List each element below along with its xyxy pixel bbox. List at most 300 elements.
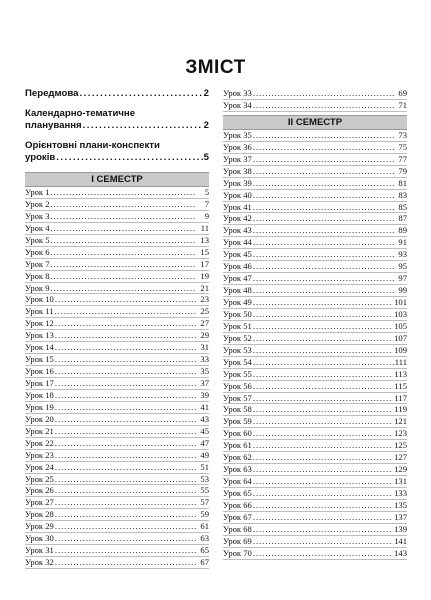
lesson-label: Урок 26 xyxy=(25,485,54,496)
lesson-list-semester-1 xyxy=(25,187,209,569)
dot-leader xyxy=(253,237,394,249)
lesson-page: 135 xyxy=(394,499,407,510)
lesson-label: Урок 42 xyxy=(223,213,252,224)
lesson-label: Урок 40 xyxy=(223,189,252,200)
dot-leader xyxy=(253,476,393,488)
lesson-label: Урок 58 xyxy=(223,404,252,415)
lesson-row xyxy=(25,330,209,342)
lesson-page: 71 xyxy=(398,99,407,110)
lesson-page: 7 xyxy=(204,198,209,209)
lesson-row xyxy=(223,488,407,500)
lesson-page: 69 xyxy=(398,88,407,98)
lesson-label: Урок 10 xyxy=(25,294,54,305)
dot-leader xyxy=(55,497,196,509)
lesson-label: Урок 33 xyxy=(223,88,252,98)
dot-leader xyxy=(55,294,196,306)
dot-leader xyxy=(253,285,394,297)
dot-leader xyxy=(55,390,196,402)
lesson-row xyxy=(223,261,407,273)
dot-leader xyxy=(51,235,196,247)
lesson-row xyxy=(223,237,407,249)
lesson-label: Урок 35 xyxy=(223,129,252,140)
lesson-label: Урок 50 xyxy=(223,308,252,319)
dot-leader xyxy=(253,178,394,190)
lesson-page: 123 xyxy=(394,428,407,439)
lesson-page: 115 xyxy=(394,380,407,391)
dot-leader xyxy=(253,273,394,285)
lesson-row xyxy=(223,381,407,393)
toc-section-lesson-plans xyxy=(25,140,209,164)
lesson-page: 143 xyxy=(394,547,407,558)
dot-leader xyxy=(253,213,394,225)
lesson-row xyxy=(223,321,407,333)
lesson-row xyxy=(223,428,407,440)
lesson-page: 5 xyxy=(204,187,209,197)
dot-leader xyxy=(253,309,393,321)
lesson-label: Урок 5 xyxy=(25,234,50,245)
dot-leader xyxy=(253,190,394,202)
lesson-row xyxy=(25,521,209,533)
lesson-page: 137 xyxy=(394,511,407,522)
lesson-label: Урок 54 xyxy=(223,356,252,367)
dot-leader xyxy=(253,381,394,393)
lesson-label: Урок 44 xyxy=(223,237,252,248)
dot-leader xyxy=(55,485,196,497)
lesson-row xyxy=(223,357,407,369)
dot-leader xyxy=(253,154,394,166)
lesson-page: 29 xyxy=(200,330,209,341)
lesson-page: 77 xyxy=(398,153,407,164)
lesson-label: Урок 59 xyxy=(223,416,252,427)
dot-leader xyxy=(253,512,393,524)
lesson-row xyxy=(25,402,209,414)
lesson-label: Урок 7 xyxy=(25,258,50,269)
lesson-row xyxy=(223,440,407,452)
lesson-page: 89 xyxy=(398,225,407,236)
lesson-label: Урок 41 xyxy=(223,201,252,212)
lesson-label: Урок 8 xyxy=(25,270,50,281)
lesson-label: Урок 22 xyxy=(25,437,54,448)
lesson-label: Урок 6 xyxy=(25,246,50,257)
lesson-page: 49 xyxy=(200,449,209,460)
lesson-row xyxy=(25,354,209,366)
lesson-row xyxy=(223,273,407,285)
dot-leader xyxy=(55,521,196,533)
lesson-row xyxy=(223,297,407,309)
lesson-page: 75 xyxy=(398,141,407,152)
lesson-row xyxy=(223,345,407,357)
lesson-page: 45 xyxy=(200,425,209,436)
lesson-page: 101 xyxy=(394,297,407,307)
lesson-label: Урок 51 xyxy=(223,320,252,331)
lesson-row xyxy=(25,211,209,223)
lesson-label: Урок 29 xyxy=(25,521,54,532)
lesson-row xyxy=(223,213,407,225)
lesson-page: 113 xyxy=(394,368,407,379)
lesson-row xyxy=(25,199,209,211)
semester-header-1: І СЕМЕСТР xyxy=(25,172,209,187)
lesson-row xyxy=(25,187,209,199)
lesson-page: 97 xyxy=(398,273,407,284)
lesson-page: 99 xyxy=(398,285,407,296)
lesson-page: 51 xyxy=(200,461,209,472)
lesson-label: Урок 47 xyxy=(223,273,252,284)
dot-leader xyxy=(51,283,196,295)
lesson-row xyxy=(25,485,209,497)
dot-leader xyxy=(253,333,393,345)
lesson-row xyxy=(223,512,407,524)
dot-leader xyxy=(253,142,394,154)
lesson-list-semester-2 xyxy=(223,130,407,560)
lesson-label: Урок 67 xyxy=(223,511,252,522)
dot-leader xyxy=(55,509,196,521)
lesson-page: 127 xyxy=(394,452,407,463)
lesson-label: Урок 11 xyxy=(25,306,54,317)
page-title: ЗМІСТ xyxy=(185,57,246,78)
dot-leader xyxy=(55,557,196,569)
lesson-row xyxy=(223,142,407,154)
lesson-label: Урок 13 xyxy=(25,330,54,341)
lesson-label: Урок 48 xyxy=(223,285,252,296)
dot-leader xyxy=(51,271,196,283)
dot-leader xyxy=(253,393,394,405)
dot-leader xyxy=(253,261,394,273)
dot-leader xyxy=(55,533,196,545)
toc-section-title: Календарно-тематичне xyxy=(25,108,136,119)
lesson-row xyxy=(25,450,209,462)
lesson-page: 107 xyxy=(394,332,407,343)
lesson-page: 129 xyxy=(394,464,407,475)
lesson-page: 19 xyxy=(200,270,209,281)
lesson-row xyxy=(25,306,209,318)
dot-leader xyxy=(55,342,196,354)
dot-leader xyxy=(55,366,196,378)
lesson-page: 35 xyxy=(200,366,209,377)
lesson-page: 55 xyxy=(200,485,209,496)
lesson-label: Урок 1 xyxy=(25,187,50,197)
lesson-page: 73 xyxy=(398,129,407,140)
dot-leader xyxy=(55,545,196,557)
lesson-row xyxy=(223,202,407,214)
lesson-label: Урок 69 xyxy=(223,535,252,546)
lesson-label: Урок 39 xyxy=(223,177,252,188)
lesson-label: Урок 46 xyxy=(223,261,252,272)
lesson-page: 43 xyxy=(200,413,209,424)
lesson-row xyxy=(25,497,209,509)
lesson-row xyxy=(25,223,209,235)
lesson-label: Урок 57 xyxy=(223,392,252,403)
dot-leader xyxy=(55,318,196,330)
lesson-label: Урок 34 xyxy=(223,99,252,110)
lesson-row xyxy=(223,416,407,428)
lesson-page: 63 xyxy=(200,533,209,544)
toc-column-left xyxy=(25,88,209,569)
lesson-page: 13 xyxy=(200,234,209,245)
dot-leader xyxy=(55,402,196,414)
lesson-row xyxy=(25,545,209,557)
lesson-label: Урок 27 xyxy=(25,497,54,508)
lesson-label: Урок 24 xyxy=(25,461,54,472)
lesson-row xyxy=(25,557,209,569)
dot-leader xyxy=(253,321,393,333)
lesson-label: Урок 68 xyxy=(223,523,252,534)
lesson-page: 133 xyxy=(394,488,407,498)
dot-leader xyxy=(55,438,196,450)
lesson-row xyxy=(223,249,407,261)
lesson-row xyxy=(223,464,407,476)
lesson-row xyxy=(25,414,209,426)
dot-leader xyxy=(51,259,196,271)
lesson-row xyxy=(25,283,209,295)
toc-section-planning xyxy=(25,108,209,132)
lesson-label: Урок 66 xyxy=(223,499,252,510)
dot-leader xyxy=(253,440,393,452)
lesson-row xyxy=(223,154,407,166)
lesson-label: Урок 2 xyxy=(25,198,50,209)
lesson-label: Урок 53 xyxy=(223,344,252,355)
lesson-label: Урок 3 xyxy=(25,210,50,221)
lesson-label: Урок 17 xyxy=(25,378,54,388)
dot-leader xyxy=(253,452,393,464)
lesson-label: Урок 61 xyxy=(223,440,252,451)
lesson-page: 109 xyxy=(394,344,407,355)
dot-leader xyxy=(253,428,393,440)
lesson-row xyxy=(25,318,209,330)
lesson-row xyxy=(25,294,209,306)
lesson-label: Урок 43 xyxy=(223,225,252,236)
dot-leader xyxy=(253,345,393,357)
dot-leader xyxy=(55,414,196,426)
dot-leader xyxy=(253,404,394,416)
toc-section-preface xyxy=(25,88,209,100)
dot-leader xyxy=(51,247,196,259)
lesson-page: 31 xyxy=(200,342,209,353)
lesson-label: Урок 28 xyxy=(25,509,54,520)
lesson-row xyxy=(25,509,209,521)
dot-leader xyxy=(55,354,196,366)
dot-leader xyxy=(253,130,394,142)
lesson-page: 95 xyxy=(398,261,407,272)
lesson-row xyxy=(223,476,407,488)
semester-header-2: ІІ СЕМЕСТР xyxy=(223,115,407,130)
lesson-row xyxy=(25,390,209,402)
lesson-page: 121 xyxy=(394,416,407,427)
lesson-label: Урок 52 xyxy=(223,332,252,343)
lesson-page: 125 xyxy=(394,440,407,451)
lesson-page: 17 xyxy=(200,258,209,269)
lesson-page: 91 xyxy=(398,237,407,248)
toc-section-title: Передмова xyxy=(25,88,79,99)
dot-leader xyxy=(253,100,394,112)
lesson-page: 59 xyxy=(200,509,209,520)
lesson-row xyxy=(25,378,209,390)
lesson-row xyxy=(223,309,407,321)
lesson-label: Урок 60 xyxy=(223,428,252,439)
lesson-page: 105 xyxy=(394,320,407,331)
dot-leader xyxy=(253,202,394,214)
lesson-row xyxy=(223,524,407,536)
lesson-row xyxy=(223,166,407,178)
lesson-page: 141 xyxy=(394,535,407,546)
lesson-label: Урок 70 xyxy=(223,547,252,558)
lesson-row xyxy=(25,533,209,545)
dot-leader xyxy=(55,450,196,462)
lesson-page: 61 xyxy=(200,521,209,532)
toc-section-page: 2 xyxy=(203,88,209,99)
toc-column-right xyxy=(223,88,407,560)
toc-section-page: 5 xyxy=(203,152,209,163)
lesson-row xyxy=(25,342,209,354)
dot-leader xyxy=(253,488,393,500)
lesson-row xyxy=(25,235,209,247)
lesson-page: 93 xyxy=(398,249,407,260)
lesson-label: Урок 31 xyxy=(25,545,54,556)
toc-section-title: планування xyxy=(25,120,82,131)
dot-leader xyxy=(253,297,393,309)
lesson-page: 117 xyxy=(394,392,407,403)
toc-section-page: 2 xyxy=(203,120,209,131)
lesson-label: Урок 37 xyxy=(223,153,252,164)
dot-leader xyxy=(253,536,393,548)
lesson-page: 53 xyxy=(200,473,209,484)
lesson-label: Урок 23 xyxy=(25,449,54,460)
dot-leader xyxy=(253,249,394,261)
lesson-page: 81 xyxy=(398,177,407,188)
lesson-page: 25 xyxy=(200,306,209,317)
lesson-page: 41 xyxy=(200,401,209,412)
lesson-page: 47 xyxy=(200,437,209,448)
toc-section-title: уроків xyxy=(25,152,56,163)
lesson-label: Урок 14 xyxy=(25,342,54,353)
lesson-row xyxy=(223,225,407,237)
lesson-row xyxy=(25,366,209,378)
lesson-label: Урок 32 xyxy=(25,557,54,568)
lesson-row xyxy=(223,333,407,345)
lesson-page: 39 xyxy=(200,389,209,400)
dot-leader xyxy=(83,120,203,132)
lesson-page: 83 xyxy=(398,189,407,200)
lesson-label: Урок 9 xyxy=(25,282,50,293)
dot-leader xyxy=(51,211,196,223)
lesson-page: 139 xyxy=(394,523,407,534)
lesson-row xyxy=(223,452,407,464)
lesson-row xyxy=(25,438,209,450)
toc-section-title: Орієнтовні плани-конспекти xyxy=(25,140,160,151)
lesson-label: Урок 45 xyxy=(223,249,252,260)
dot-leader xyxy=(253,357,394,369)
lesson-row xyxy=(223,130,407,142)
lesson-row xyxy=(223,178,407,190)
lesson-page: 85 xyxy=(398,201,407,212)
lesson-page: 67 xyxy=(200,557,209,568)
lesson-row xyxy=(25,426,209,438)
lesson-row xyxy=(25,462,209,474)
lesson-row xyxy=(223,285,407,297)
dot-leader xyxy=(253,524,393,536)
lesson-list-semester-1-continued xyxy=(223,88,407,112)
dot-leader xyxy=(253,225,394,237)
lesson-label: Урок 63 xyxy=(223,464,252,475)
lesson-label: Урок 36 xyxy=(223,141,252,152)
lesson-label: Урок 30 xyxy=(25,533,54,544)
dot-leader xyxy=(55,474,196,486)
lesson-page: 27 xyxy=(200,318,209,329)
lesson-row xyxy=(25,271,209,283)
dot-leader xyxy=(55,426,196,438)
lesson-row xyxy=(223,548,407,560)
lesson-label: Урок 64 xyxy=(223,476,252,487)
dot-leader xyxy=(253,416,393,428)
dot-leader xyxy=(253,369,394,381)
lesson-label: Урок 4 xyxy=(25,222,50,233)
dot-leader xyxy=(51,223,196,235)
lesson-label: Урок 38 xyxy=(223,165,252,176)
lesson-page: 21 xyxy=(200,282,209,293)
lesson-page: 87 xyxy=(398,213,407,224)
lesson-label: Урок 15 xyxy=(25,354,54,365)
lesson-page: 9 xyxy=(204,210,209,221)
dot-leader xyxy=(253,166,394,178)
lesson-label: Урок 19 xyxy=(25,401,54,412)
lesson-row xyxy=(25,474,209,486)
lesson-label: Урок 49 xyxy=(223,297,252,307)
lesson-label: Урок 12 xyxy=(25,318,54,329)
lesson-page: 57 xyxy=(200,497,209,508)
dot-leader xyxy=(253,500,393,512)
lesson-page: 23 xyxy=(200,294,209,305)
lesson-page: 111 xyxy=(394,356,407,367)
lesson-label: Урок 56 xyxy=(223,380,252,391)
lesson-label: Урок 25 xyxy=(25,473,54,484)
lesson-page: 103 xyxy=(394,308,407,319)
dot-leader xyxy=(55,378,196,390)
dot-leader xyxy=(55,330,196,342)
lesson-label: Урок 65 xyxy=(223,488,252,498)
dot-leader xyxy=(253,464,393,476)
lesson-label: Урок 62 xyxy=(223,452,252,463)
lesson-row xyxy=(223,500,407,512)
lesson-page: 33 xyxy=(200,354,209,365)
lesson-page: 131 xyxy=(394,476,407,487)
dot-leader xyxy=(253,548,393,560)
lesson-row xyxy=(223,369,407,381)
lesson-row xyxy=(25,247,209,259)
dot-leader xyxy=(79,88,202,100)
lesson-row xyxy=(223,190,407,202)
lesson-label: Урок 21 xyxy=(25,425,54,436)
dot-leader xyxy=(51,199,196,211)
lesson-page: 119 xyxy=(394,404,407,415)
lesson-row xyxy=(223,88,407,100)
dot-leader xyxy=(55,306,196,318)
lesson-page: 15 xyxy=(200,246,209,257)
lesson-row xyxy=(223,404,407,416)
lesson-label: Урок 18 xyxy=(25,389,54,400)
lesson-row xyxy=(223,100,407,112)
dot-leader xyxy=(253,88,394,100)
lesson-row xyxy=(223,536,407,548)
lesson-label: Урок 20 xyxy=(25,413,54,424)
lesson-label: Урок 55 xyxy=(223,368,252,379)
lesson-row xyxy=(25,259,209,271)
lesson-label: Урок 16 xyxy=(25,366,54,377)
lesson-row xyxy=(223,393,407,405)
lesson-page: 65 xyxy=(200,545,209,556)
dot-leader xyxy=(51,187,196,199)
lesson-page: 37 xyxy=(200,378,209,388)
dot-leader xyxy=(56,152,202,164)
lesson-page: 11 xyxy=(200,222,209,233)
